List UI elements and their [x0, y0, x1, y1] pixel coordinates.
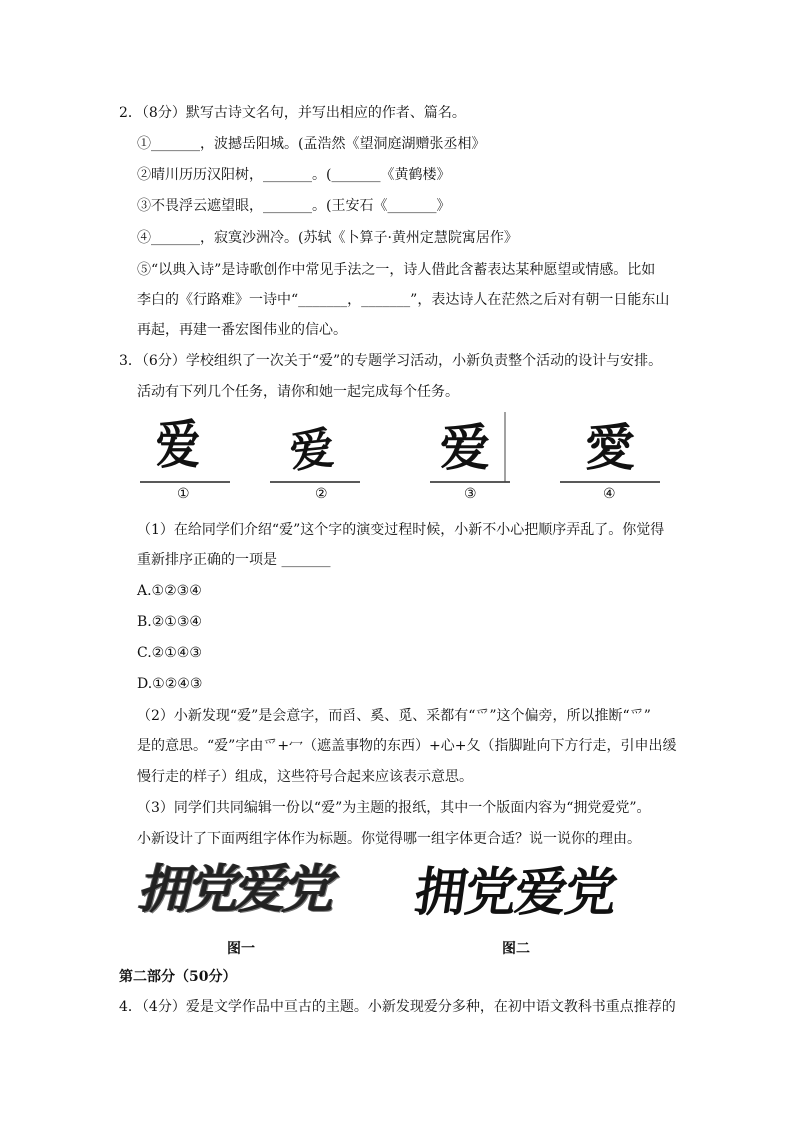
q3-title-line-1: 3．（6分）学校组织了一次关于“爱”的专题学习活动，小新负责整个活动的设计与安排。: [119, 353, 663, 369]
q2-item-3: ③不畏浮云遮望眼，_______。(王安石《_______》: [137, 198, 451, 214]
q3-part-1-line-2: 重新排序正确的一项是 _______: [137, 552, 331, 568]
glyph-3-clerical: 爱: [440, 418, 490, 477]
q4-title: 4．（4分）爱是文学作品中亘古的主题。小新发现爱分多种，在初中语文教科书重点推荐的: [119, 999, 676, 1015]
q3-part-2-line-3: 慢行走的样子）组成，这些符号合起来应该表示意思。: [137, 769, 473, 785]
figure-2-calligraphy: 拥党爱党: [410, 862, 620, 923]
glyph-2-seal: 爱: [287, 422, 337, 479]
q2-item-4: ④_______，寂寞沙洲冷。(苏轼《卜算子·黄州定慧院寓居作》: [137, 230, 518, 246]
glyph-evolution-figure: [140, 412, 680, 507]
q2-item-1: ①_______，波撼岳阳城。(孟浩然《望洞庭湖赠张丞相》: [137, 136, 486, 152]
figure-2-caption: 图二: [502, 941, 530, 957]
q2-item-5-line-1: ⑤“以典入诗”是诗歌创作中常见手法之一，诗人借此含蓄表达某种愿望或情感。比如: [137, 262, 656, 278]
q3-option-a: A.①②③④: [137, 583, 202, 599]
part-2-heading: 第二部分（50分）: [119, 969, 237, 985]
q3-option-b: B.②①③④: [137, 614, 202, 630]
q2-item-2: ②晴川历历汉阳树，_______。(_______《黄鹤楼》: [137, 167, 451, 183]
glyph-2-label: ②: [315, 486, 328, 502]
glyph-4-label: ④: [603, 486, 616, 502]
q2-item-5-line-3: 再起，再建一番宏图伟业的信心。: [137, 322, 347, 338]
figure-1-caption: 图一: [227, 941, 255, 957]
glyph-1-label: ①: [177, 486, 190, 502]
q3-part-3-line-1: （3）同学们共同编辑一份以“爱”为主题的报纸，其中一个版面内容为“拥党爱党”。: [137, 800, 651, 816]
glyph-1-seal: 爱: [155, 415, 201, 476]
q3-part-2-line-1: （2）小新发现“爱”是会意字，而舀、奚、觅、采都有“爫”这个偏旁，所以推断“爫”: [137, 708, 651, 724]
q3-option-d: D.①②④③: [137, 676, 203, 692]
figure-1-calligraphy: 拥党爱党: [137, 859, 330, 920]
q2-title: 2．（8分）默写古诗文名句，并写出相应的作者、篇名。: [119, 105, 466, 121]
q3-option-c: C.②①④③: [137, 645, 202, 661]
glyph-3-label: ③: [464, 486, 477, 502]
q3-part-3-line-2: 小新设计了下面两组字体作为标题。你觉得哪一组字体更合适？说一说你的理由。: [137, 831, 641, 847]
q3-part-1-line-1: （1）在给同学们介绍“爱”这个字的演变过程时候，小新不小心把顺序弄乱了。你觉得: [137, 522, 665, 538]
q2-item-5-line-2: 李白的《行路难》一诗中“_______，_______”，表达诗人在茫然之后对有朝一日能东山: [137, 292, 670, 308]
q3-part-2-line-2: 是的意思。“爱”字由爫+冖（遮盖事物的东西）+心+夂（指脚趾向下方行走，引申出缓: [137, 738, 677, 754]
glyph-4-regular: 愛: [585, 418, 635, 477]
q3-title-line-2: 活动有下列几个任务，请你和她一起完成每个任务。: [137, 384, 459, 400]
